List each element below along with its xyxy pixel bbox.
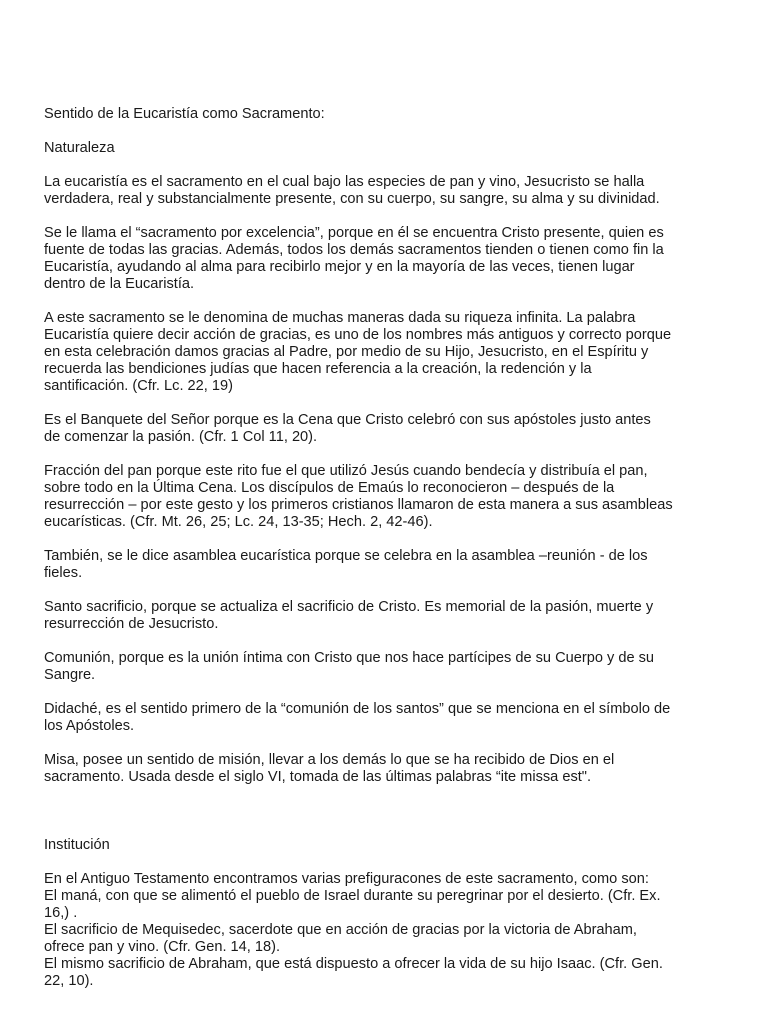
section-spacer [44, 803, 730, 837]
paragraph-fraccion-pan: Fracción del pan porque este rito fue el que utilizó Jesús cuando bendecía y distribuía el pan, sobre todo en la Última Cena. Los discípulos de Emaús lo reconocieron – después de la resurrección – por este gesto y los primeros cristianos llamaron de esta manera a sus asambleas eucarísticas. (Cfr. Mt. 26, 25; Lc. 24, 13-35; Hech. 2, 42-46). [44, 463, 673, 530]
paragraph-banquete: Es el Banquete del Señor porque es la Cena que Cristo celebró con sus apóstoles justo antes de comenzar la pasión. (Cfr. 1 Col 11, 20). [44, 412, 651, 445]
document-body [44, 106, 730, 1007]
paragraph-nombres-eucaristia: A este sacramento se le denomina de muchas maneras dada su riqueza infinita. La palabra Eucaristía quiere decir acción de gracias, es uno de los nombres más antiguos y correcto porque en esta celebración damos gracias al Padre, por medio de su Hijo, Jesucristo, en el Espíritu y recuerda las bendiciones judías que hacen referencia a la creación, la redención y la santificación. (Cfr. Lc. 22, 19) [44, 310, 672, 394]
paragraph-institucion: En el Antiguo Testamento encontramos varias prefiguracones de este sacramento, como son: El maná, con que se alimentó el pueblo de Israel durante su peregrinar por el desierto. (Cfr. Ex. 16,) . El sacrificio de Mequisedec, sacerdote que en acción de gracias por la victoria de Abraham, ofrece pan y vino. (Cfr. Gen. 14, 18). El mismo sacrificio de Abraham, que está dispuesto a ofrecer la vida de su hijo Isaac. (Cfr. Gen. 22, 10). [44, 871, 663, 989]
section-heading-naturaleza: Naturaleza [44, 140, 115, 156]
paragraph-definicion: La eucaristía es el sacramento en el cual bajo las especies de pan y vino, Jesucristo se halla verdadera, real y substancialmente presente, con su cuerpo, su sangre, su alma y su divinidad. [44, 174, 660, 207]
paragraph-asamblea: También, se le dice asamblea eucarística porque se celebra en la asamblea –reunión - de los fieles. [44, 548, 648, 581]
paragraph-misa: Misa, posee un sentido de misión, llevar a los demás lo que se ha recibido de Dios en el sacramento. Usada desde el siglo VI, tomada de las últimas palabras “ite missa est". [44, 752, 615, 785]
section-heading-institucion: Institución [44, 837, 110, 853]
paragraph-sacramento-excelencia: Se le llama el “sacramento por excelencia”, porque en él se encuentra Cristo presente, quien es fuente de todas las gracias. Además, todos los demás sacramentos tienden o tienen como fin la Eucaristía, ayudando al alma para recibirlo mejor y en la mayoría de las veces, tienen lugar dentro de la Eucaristía. [44, 225, 664, 292]
paragraph-santo-sacrificio: Santo sacrificio, porque se actualiza el sacrificio de Cristo. Es memorial de la pasión, muerte y resurrección de Jesucristo. [44, 599, 654, 632]
paragraph-didache: Didaché, es el sentido primero de la “comunión de los santos” que se menciona en el símbolo de los Apóstoles. [44, 701, 671, 734]
document-title: Sentido de la Eucaristía como Sacramento: [44, 106, 325, 122]
paragraph-comunion: Comunión, porque es la unión íntima con Cristo que nos hace partícipes de su Cuerpo y de su Sangre. [44, 650, 655, 683]
